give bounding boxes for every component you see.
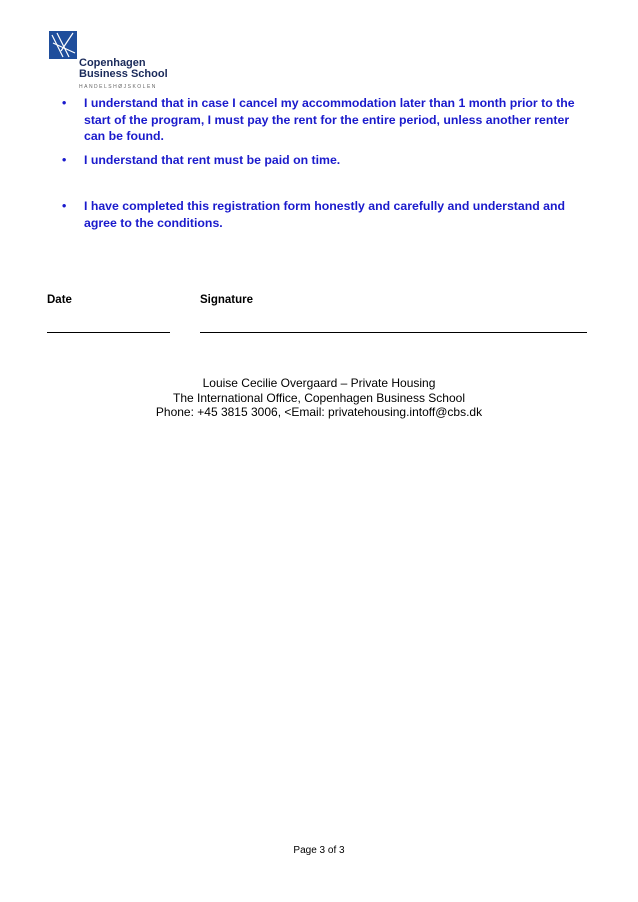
- contact-footer: [0, 376, 638, 420]
- bullet-icon: •: [62, 96, 67, 110]
- date-label: Date: [47, 294, 72, 306]
- bullet-icon: •: [62, 153, 67, 167]
- date-line: [47, 332, 170, 333]
- logo-line-2: Business School: [79, 68, 168, 80]
- bullet-icon: •: [62, 199, 67, 213]
- cbs-logo-icon: [49, 31, 77, 59]
- cbs-logo-text: [79, 58, 168, 93]
- bullet-text: I have completed this registration form honestly and carefully and understand and agree to the conditions.: [84, 199, 566, 230]
- signature-line: [200, 332, 587, 333]
- footer-line-1: Louise Cecilie Overgaard – Private Housing: [202, 376, 436, 390]
- page-number: Page 3 of 3: [293, 845, 345, 856]
- signature-label: Signature: [200, 294, 254, 306]
- footer-line-2: The International Office, Copenhagen Business School: [173, 390, 465, 405]
- bullet-text: I understand that rent must be paid on time.: [84, 153, 341, 167]
- list-item: [62, 152, 592, 169]
- logo-line-1: Copenhagen: [79, 57, 146, 69]
- logo-line-3: HANDELSHØJSKOLEN: [79, 84, 157, 90]
- footer-line-3: Phone: +45 3815 3006, <Email: privatehousing.intoff@cbs.dk: [155, 405, 483, 419]
- list-item: [62, 198, 592, 231]
- list-item: [62, 95, 592, 145]
- bullet-text: I understand that in case I cancel my accommodation later than 1 month prior to the start of the program, I must pay the rent for the entire period, unless another renter can be found.: [84, 96, 575, 143]
